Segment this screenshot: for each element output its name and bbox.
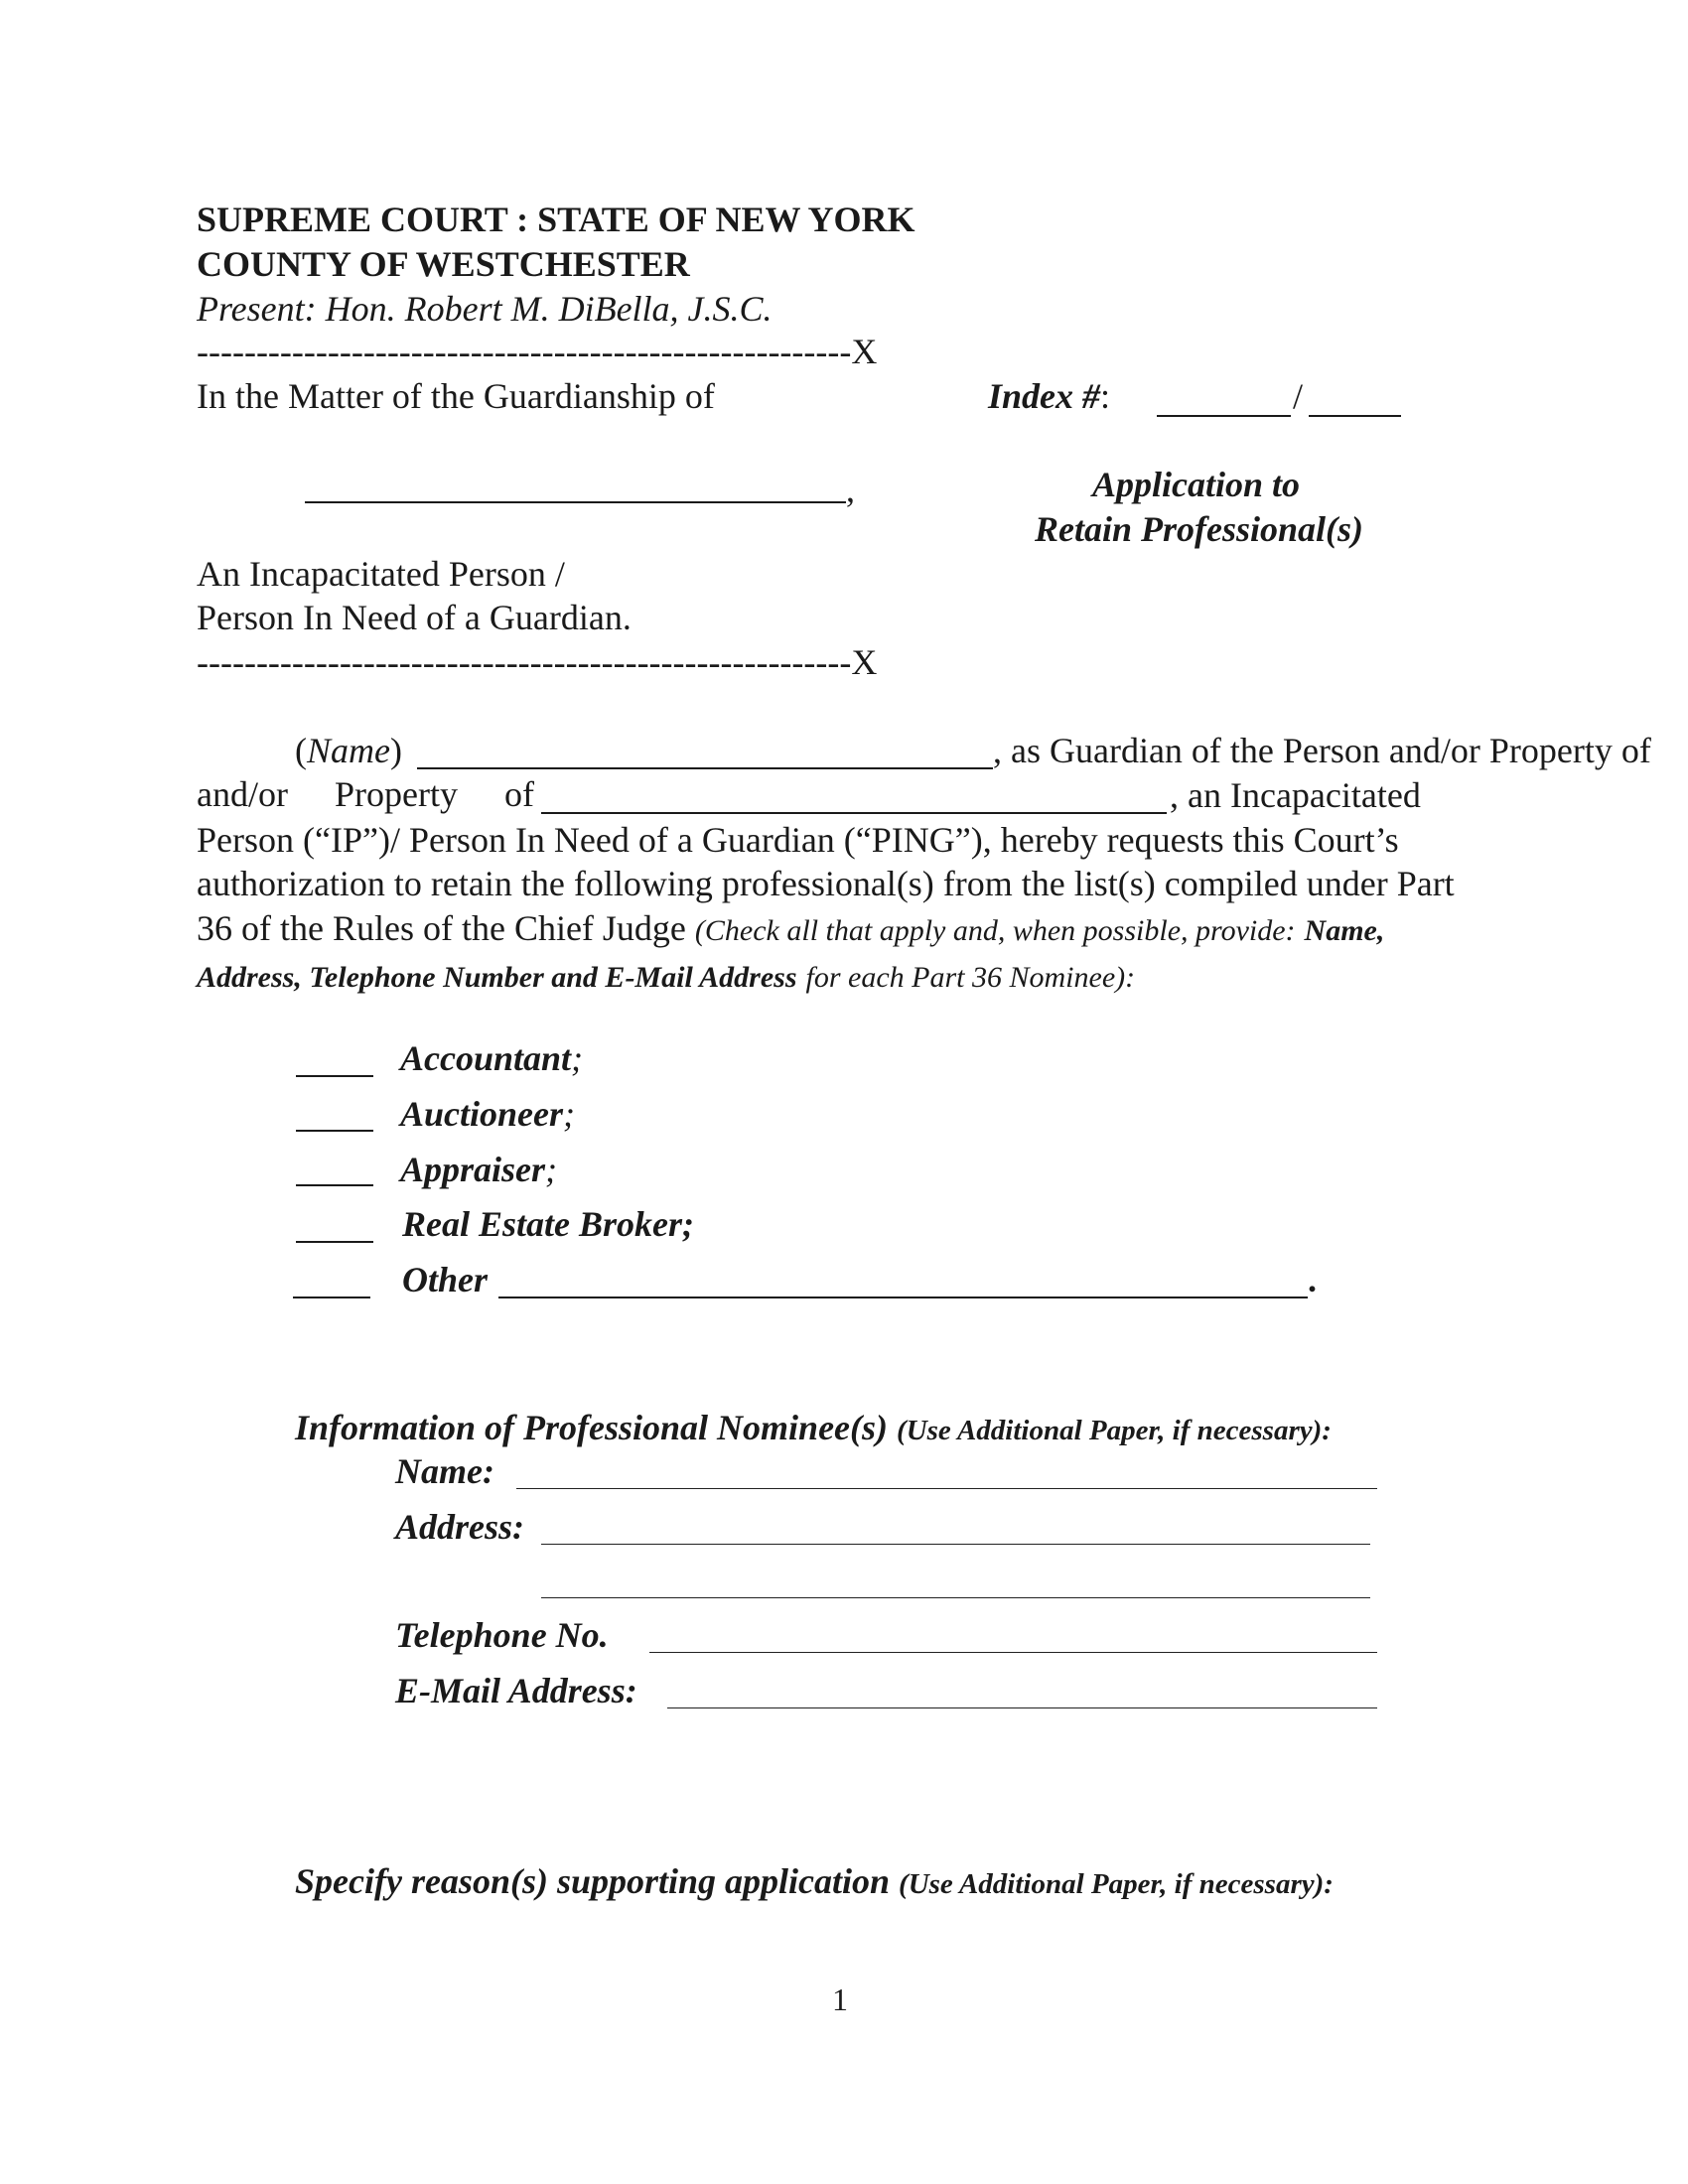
application-title-line2: Retain Professional(s) [1035,509,1364,549]
nominee-note: (Use Additional Paper, if necessary): [897,1415,1332,1446]
court-heading: SUPREME COURT : STATE OF NEW YORK [197,200,915,239]
other-specify-field[interactable] [498,1297,1308,1298]
ip-label-line1: An Incapacitated Person / [197,554,565,594]
option-label: Real Estate Broker; [402,1204,694,1244]
guardian-text-2: , an Incapacitated Person (“IP”)/ Person In Need of a Guardian (“PING”), hereby requests this Court’s authorization to retain the following professional(s) from the list(s) compiled under Part 36 of the Rules of the Chief Judge [197,775,1455,948]
other-period: . [1308,1260,1317,1299]
option-label: Other [402,1260,489,1299]
body-continuation [197,773,1481,1001]
instruction-open: (Check all that apply and, when possible, provide: [694,913,1296,947]
nominee-address-label: Address: [395,1507,525,1547]
nominee-address-field-1[interactable] [541,1544,1370,1545]
page-number: 1 [832,1981,848,2017]
present-judge: Present: Hon. Robert M. DiBella, J.S.C. [197,289,773,329]
nominee-phone-label: Telephone No. [395,1615,609,1655]
auctioneer-checkbox[interactable] [296,1130,373,1132]
option-suffix: ; [563,1094,576,1134]
guardian-name-field[interactable] [417,767,993,769]
appraiser-checkbox[interactable] [296,1184,373,1186]
option-accountant [400,1037,583,1079]
nominee-phone-field[interactable] [649,1652,1377,1653]
ip-name-comma: , [846,470,855,509]
reasons-note: (Use Additional Paper, if necessary): [899,1868,1334,1900]
option-auctioneer [400,1093,575,1135]
instruction-close: for each Part 36 Nominee): [805,961,1136,994]
index-number-field[interactable] [1157,415,1291,417]
index-label: Index # [988,376,1101,416]
caption-separator-bottom: -------------------------------------------------------X [197,642,878,682]
option-label: Accountant [400,1038,572,1078]
reasons-heading: Specify reason(s) supporting application [295,1861,891,1901]
option-label: Appraiser [400,1150,546,1189]
index-slash: / [1293,376,1304,416]
name-label: Name [307,731,390,770]
option-label: Auctioneer [400,1094,564,1134]
caption-separator-top: -------------------------------------------------------X [197,332,878,371]
guardian-name-label: (Name) [295,731,402,770]
ip-name-field[interactable] [305,501,846,503]
index-colon: : [1100,376,1111,416]
reasons-heading-row [295,1860,1334,1905]
option-suffix: ; [571,1038,584,1078]
accountant-checkbox[interactable] [296,1075,373,1077]
body-line2-left: and/or Property of [197,774,534,814]
option-other [402,1259,488,1300]
other-checkbox[interactable] [293,1297,370,1298]
option-suffix: ; [545,1150,558,1189]
nominee-address-field-2[interactable] [541,1597,1370,1598]
option-appraiser [400,1149,557,1190]
option-real-estate-broker [402,1203,694,1245]
ip-label-line2: Person In Need of a Guardian. [197,598,632,637]
index-year-field[interactable] [1309,415,1401,417]
nominee-name-field[interactable] [516,1488,1377,1489]
guardian-text-1: , as Guardian of the Person and/or Property of [993,731,1651,770]
index-number-label [988,375,1110,417]
nominee-heading-row [295,1407,1332,1451]
application-title-line1: Application to [1092,465,1301,504]
nominee-heading: Information of Professional Nominee(s) [295,1408,889,1447]
real-estate-broker-checkbox[interactable] [296,1241,373,1243]
nominee-email-label: E-Mail Address: [395,1671,637,1710]
nominee-name-label: Name: [395,1451,494,1491]
county-heading: COUNTY OF WESTCHESTER [197,244,690,284]
instruction-bold: Name, Address, Telephone Number and E-Mail Address [197,913,1385,994]
nominee-email-field[interactable] [667,1707,1377,1708]
matter-text: In the Matter of the Guardianship of [197,376,715,416]
